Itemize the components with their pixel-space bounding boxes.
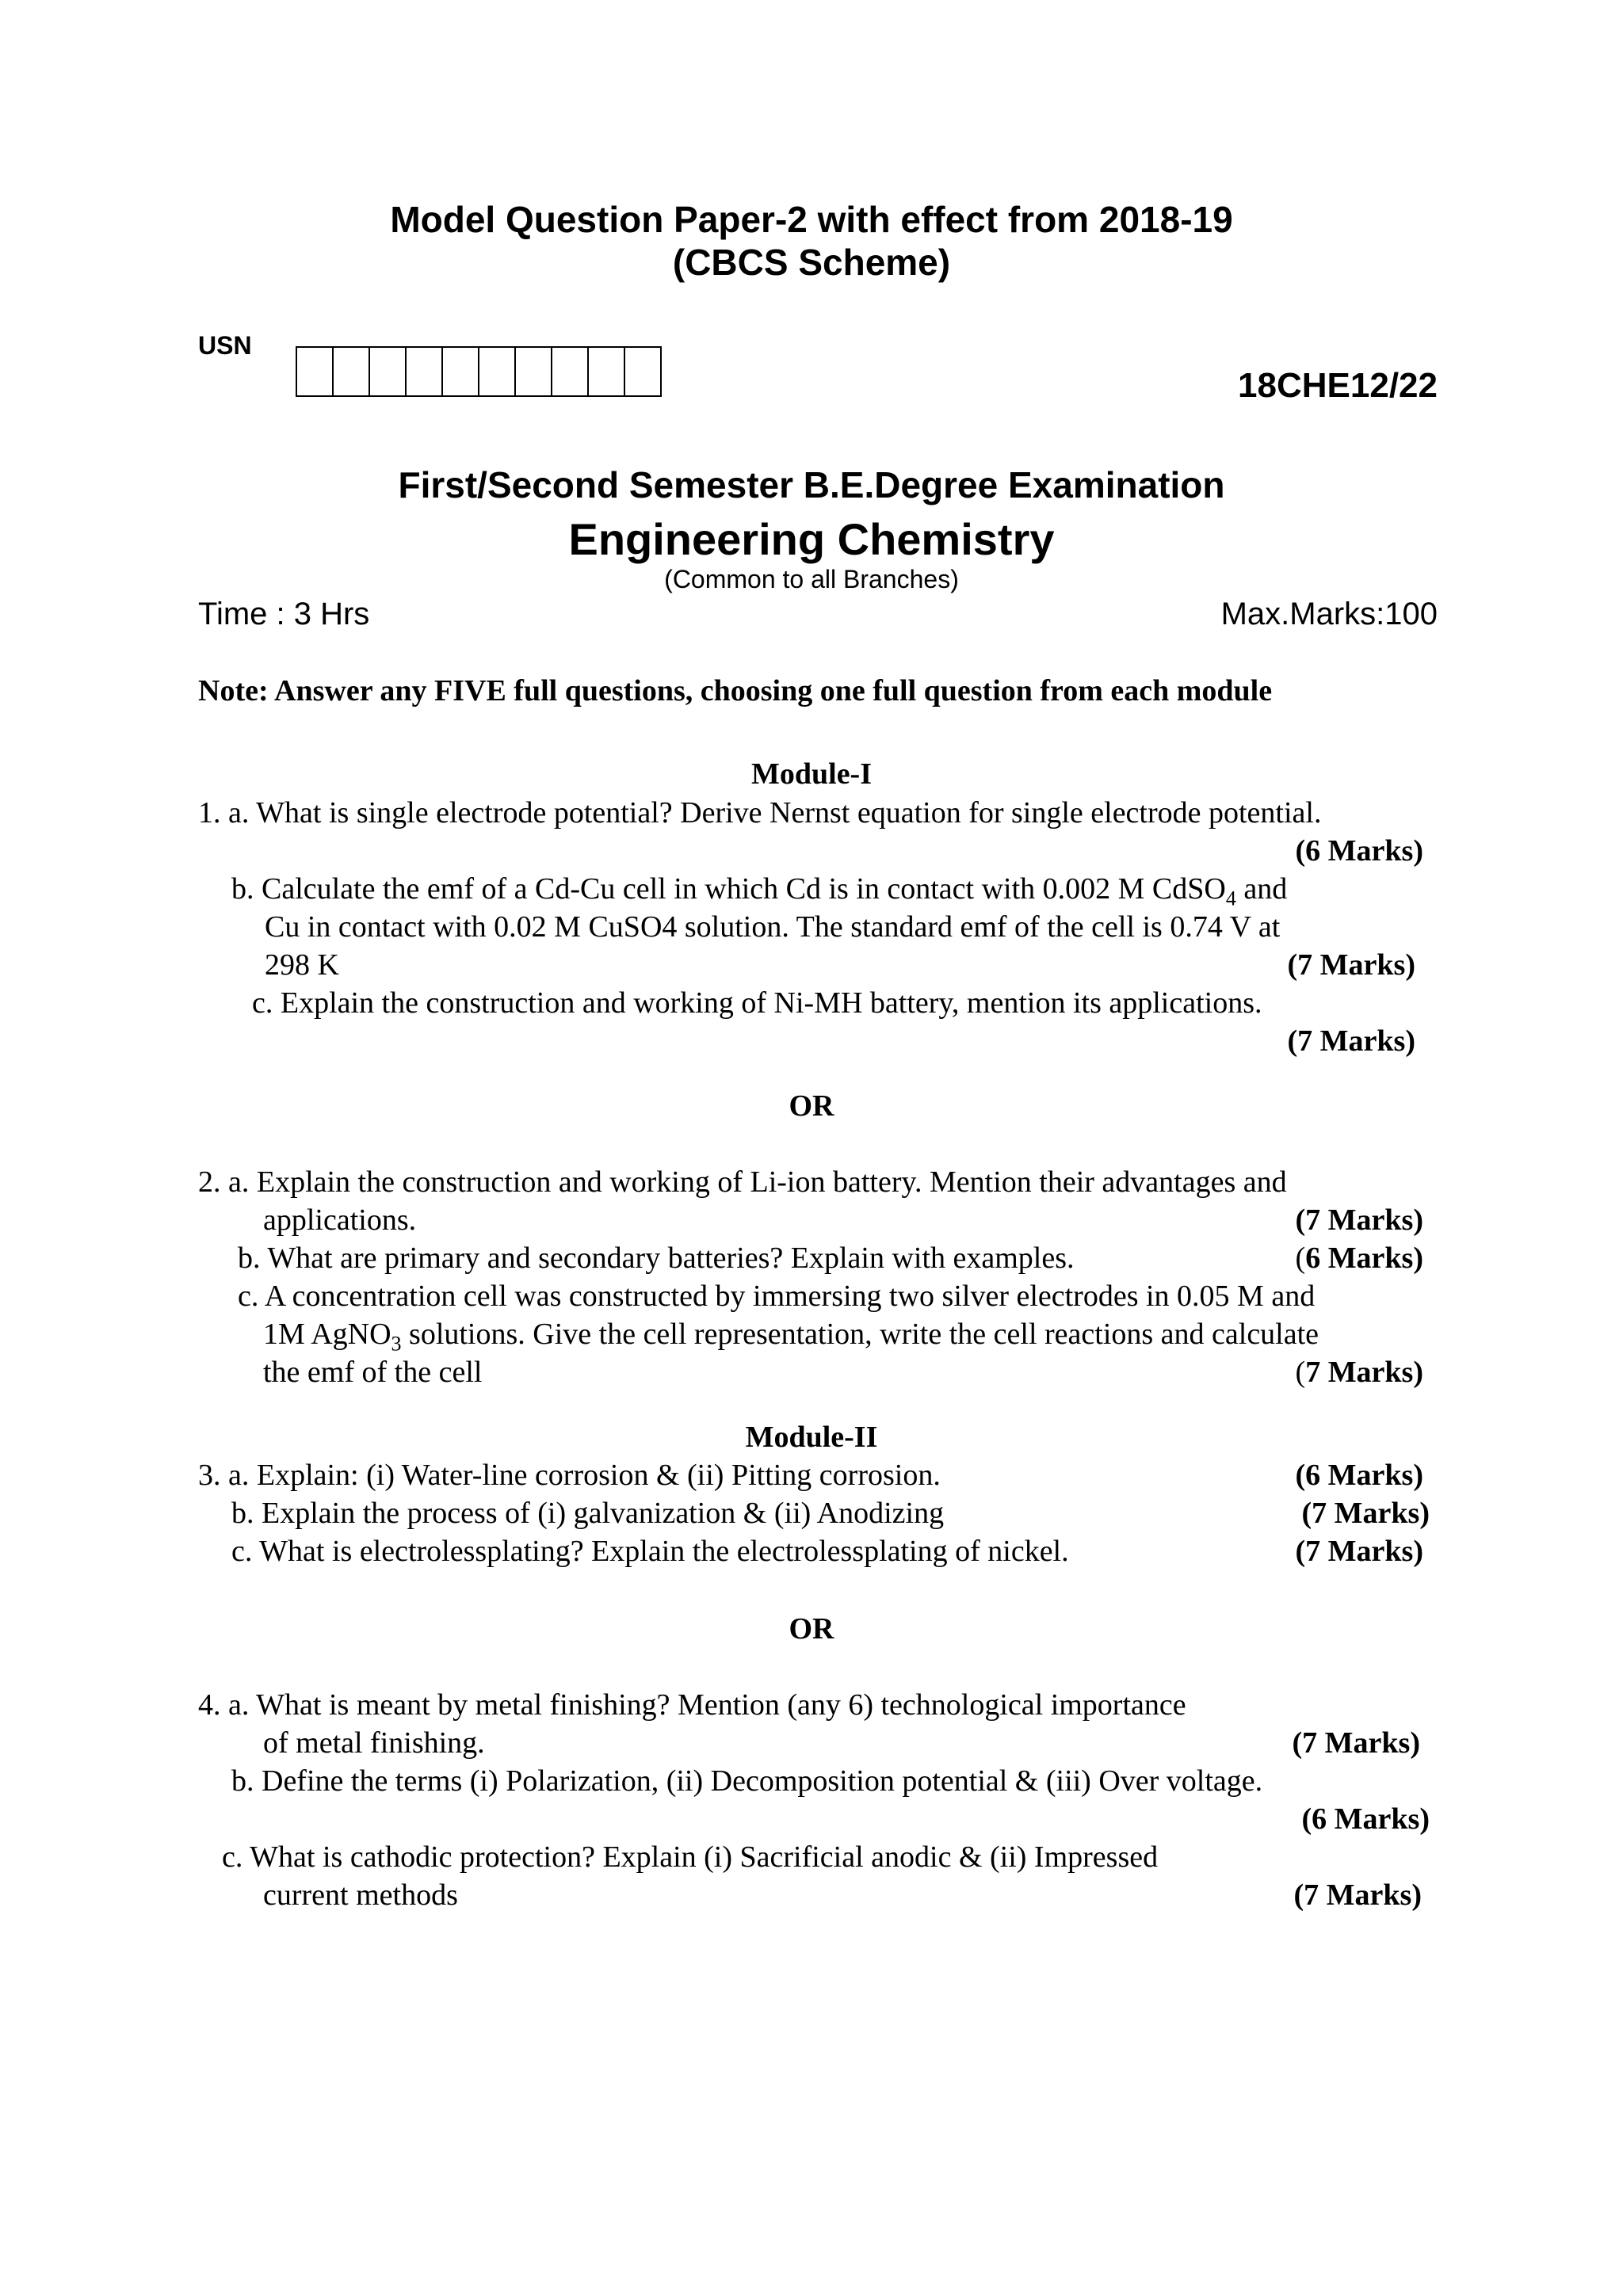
question-1b-line1 xyxy=(231,871,1288,910)
question-2c-line3: the emf of the cell xyxy=(263,1356,483,1389)
question-4b: b. Define the terms (i) Polarization, (ii) Decomposition potential & (iii) Over voltage. xyxy=(231,1764,1263,1798)
module-2-heading: Module-II xyxy=(745,1421,878,1454)
paper-title: Model Question Paper-2 with effect from 2018-19 xyxy=(390,199,1233,240)
module-1-heading: Module-I xyxy=(751,757,872,791)
question-3a: 3. a. Explain: (i) Water-line corrosion & (ii) Pitting corrosion. xyxy=(198,1459,941,1492)
question-1b-line2: Cu in contact with 0.02 M CuSO4 solution. The standard emf of the cell is 0.74 V at xyxy=(265,910,1281,944)
usn-digit-box xyxy=(296,346,334,397)
paren: ( xyxy=(1295,1356,1306,1389)
usn-digit-box xyxy=(369,346,407,397)
scheme-title: (CBCS Scheme) xyxy=(672,242,951,283)
instructions-note: Note: Answer any FIVE full questions, choosing one full question from each module xyxy=(198,674,1273,707)
max-marks: Max.Marks:100 xyxy=(1220,597,1438,631)
usn-digit-box xyxy=(441,346,479,397)
question-2c-line1: c. A concentration cell was constructed by immersing two silver electrodes in 0.05 M and xyxy=(238,1280,1316,1313)
question-1b-line3: 298 K xyxy=(265,948,339,982)
question-4c-line1: c. What is cathodic protection? Explain (i) Sacrificial anodic & (ii) Impressed xyxy=(222,1840,1159,1874)
question-1b-text-end: and xyxy=(1235,872,1288,906)
question-1c: c. Explain the construction and working of Ni-MH battery, mention its applications. xyxy=(252,986,1262,1020)
question-4a-line2: of metal finishing. xyxy=(263,1726,485,1760)
usn-digit-box xyxy=(332,346,370,397)
question-2c-text-end: solutions. Give the cell representation, write the cell reactions and calculate xyxy=(401,1318,1319,1351)
usn-boxes xyxy=(296,346,662,397)
question-3a-marks: (6 Marks) xyxy=(1295,1459,1423,1492)
question-1a-marks: (6 Marks) xyxy=(1295,834,1423,868)
question-2c-marks xyxy=(1296,1355,1423,1390)
question-2b-marks-text: 6 Marks) xyxy=(1305,1241,1423,1275)
question-2a-line1: 2. a. Explain the construction and working of Li-ion battery. Mention their advantages and xyxy=(198,1165,1287,1199)
question-4c-marks: (7 Marks) xyxy=(1293,1878,1422,1912)
question-1b-text: b. Calculate the emf of a Cd-Cu cell in which Cd is in contact with 0.002 M CdSO xyxy=(231,872,1226,906)
question-3c-marks: (7 Marks) xyxy=(1295,1535,1423,1568)
exam-title: First/Second Semester B.E.Degree Examination xyxy=(398,464,1225,505)
question-3c: c. What is electrolessplating? Explain the electrolessplating of nickel. xyxy=(231,1535,1069,1568)
usn-digit-box xyxy=(587,346,625,397)
usn-digit-box xyxy=(405,346,443,397)
time-duration: Time : 3 Hrs xyxy=(198,597,370,631)
question-4a-marks: (7 Marks) xyxy=(1292,1726,1420,1760)
question-3b-marks: (7 Marks) xyxy=(1301,1497,1430,1530)
usn-label: USN xyxy=(198,331,252,360)
question-1c-marks: (7 Marks) xyxy=(1287,1024,1415,1058)
question-4b-marks: (6 Marks) xyxy=(1301,1802,1430,1836)
question-2c-line2 xyxy=(263,1317,1319,1356)
subscript: 3 xyxy=(391,1332,402,1356)
question-4a-line1: 4. a. What is meant by metal finishing? Mention (any 6) technological importance xyxy=(198,1688,1186,1722)
course-code: 18CHE12/22 xyxy=(1238,366,1438,405)
subscript: 4 xyxy=(1225,887,1236,910)
paren: ( xyxy=(1295,1241,1306,1275)
question-1a: 1. a. What is single electrode potential? Derive Nernst equation for single electrode potential. xyxy=(198,796,1322,830)
question-2b: b. What are primary and secondary batteries? Explain with examples. xyxy=(238,1241,1075,1275)
subject-title: Engineering Chemistry xyxy=(568,514,1055,564)
usn-digit-box xyxy=(624,346,662,397)
question-2a-line2: applications. xyxy=(263,1203,417,1237)
usn-digit-box xyxy=(551,346,589,397)
usn-digit-box xyxy=(514,346,552,397)
question-2c-marks-text: 7 Marks) xyxy=(1305,1356,1423,1389)
question-2b-marks xyxy=(1296,1241,1423,1276)
question-4c-line2: current methods xyxy=(263,1878,458,1912)
or-divider-1: OR xyxy=(789,1089,834,1123)
usn-digit-box xyxy=(478,346,516,397)
question-2a-marks: (7 Marks) xyxy=(1295,1203,1423,1237)
common-note: (Common to all Branches) xyxy=(664,565,959,593)
or-divider-2: OR xyxy=(789,1612,834,1646)
question-1b-marks: (7 Marks) xyxy=(1287,948,1415,982)
question-3b: b. Explain the process of (i) galvanization & (ii) Anodizing xyxy=(231,1497,945,1530)
question-2c-text: 1M AgNO xyxy=(263,1318,391,1351)
